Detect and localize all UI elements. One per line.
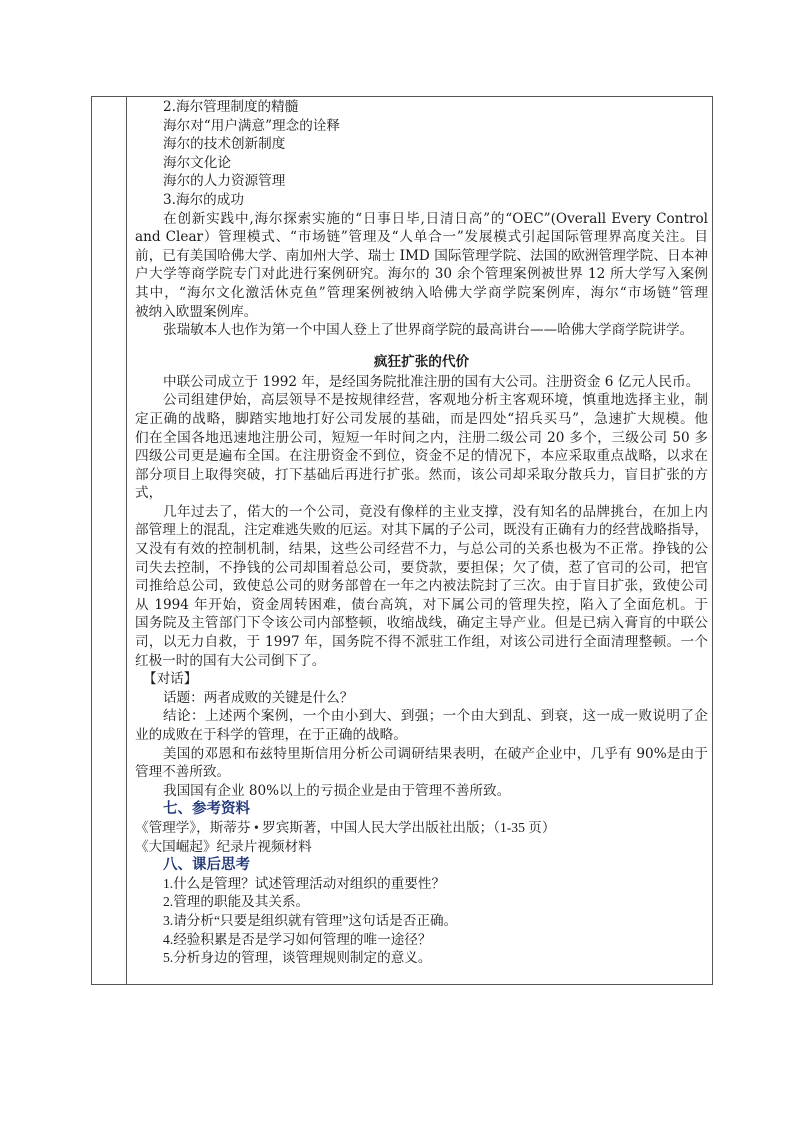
dialogue-label: 【对话】 — [143, 671, 198, 688]
text-line: 美国的邓恩和布兹特里斯信用分析公司调研结果表明，在破产企业中，几乎有 90%是由于 — [163, 745, 708, 762]
lesson-table — [91, 96, 713, 985]
text-line: 其中，“海尔文化激活休克鱼”管理案例被纳入哈佛大学商学院案例库，海尔“市场链”管理 — [135, 284, 708, 301]
homework-item: 5.分析身边的管理，谈管理规则制定的意义。 — [163, 950, 432, 966]
text-line: 海尔对“用户满意”理念的诠释 — [163, 117, 341, 134]
text-line: 2.海尔管理制度的精髓 — [163, 99, 299, 115]
homework-item: 1.什么是管理？试述管理活动对组织的重要性？ — [163, 875, 446, 891]
text-line: 户大学等商学院专门对此进行案例研究。海尔的 30 余个管理案例被世界 12 所大学写入案例 — [135, 266, 708, 283]
homework-section — [135, 856, 708, 968]
references-section — [135, 800, 708, 856]
text-line: 3.海尔的成功 — [163, 191, 244, 208]
text-line: 司，以无力自救，于 1997 年，国务院不得不派驻工作组，对该公司进行全面清理整顿。一个 — [135, 634, 708, 651]
text-line: 管理不善所致。 — [135, 764, 231, 781]
text-line: 式， — [135, 485, 163, 502]
homework-heading: 八、课后思考 — [163, 857, 250, 874]
text-line: 国务院及主管部门下令该公司内部整顿，收缩战线，确定主导产业。但是已病入膏肓的中联公 — [135, 615, 708, 632]
text-line: 公司组建伊始，高层领导不是按规律经营，客观地分析主客观环境，慎重地选择主业，制 — [163, 392, 708, 409]
text-line: 海尔文化论 — [163, 154, 231, 171]
text-line: 在创新实践中,海尔探索实施的“日事日毕,日清日高”的“OEC”(Overall Every Control — [163, 210, 708, 227]
text-line: 从 1994 年开始，资金周转困难，债台高筑，对下属公司的管理失控，陷入了全面危机。于 — [135, 596, 708, 613]
reference-item: 《管理学》，斯蒂芬 • 罗宾斯著，中国人民大学出版社出版；（1-35 页） — [135, 819, 556, 835]
text-line: 结论：上述两个案例，一个由小到大、到强；一个由大到乱、到衰，这一成一败说明了企 — [163, 708, 708, 725]
lesson-content-cell — [135, 98, 708, 968]
text-line: 我国国有企业 80%以上的亏损企业是由于管理不善所致。 — [163, 782, 511, 799]
text-line: 部分项目上取得突破，打下基础后再进行扩张。然而，该公司却采取分散兵力，盲目扩张的方 — [135, 466, 708, 483]
text-line: 部管理上的混乱，注定难逃失败的厄运。对其下属的子公司，既没有正确有力的经营战略指导， — [135, 522, 708, 539]
text-line: 们在全国各地迅速地注册公司，短短一年时间之内，注册二级公司 20 多个，三级公司 50 多 — [135, 429, 708, 446]
text-line: 张瑞敏本人也作为第一个中国人登上了世界商学院的最高讲台——哈佛大学商学院讲学。 — [163, 322, 694, 339]
homework-item: 3.请分析“只要是组织就有管理”这句话是否正确。 — [163, 912, 458, 928]
text-line: 司失去控制，不挣钱的公司却围着总公司，要贷款，要担保；欠了债，惹了官司的公司，把官 — [135, 559, 708, 576]
text-line: 海尔的人力资源管理 — [163, 173, 286, 190]
text-line: 几年过去了，偌大的一个公司，竟没有像样的主业支撑，没有知名的品牌挑台，在加上内 — [163, 503, 708, 520]
homework-item: 2.管理的职能及其关系。 — [163, 894, 310, 910]
text-line: 前，已有美国哈佛大学、南加州大学、瑞士 IMD 国际管理学院、法国的欧洲管理学院、日本神 — [135, 247, 708, 264]
text-line: 又没有有效的控制机制，结果，这些公司经营不力，与总公司的关系也极为不正常。挣钱的公 — [135, 541, 708, 558]
haier-section — [135, 98, 708, 340]
case-section — [135, 352, 708, 801]
case-title: 疯狂扩张的代价 — [373, 353, 470, 370]
reference-item: 《大国崛起》纪录片视频材料 — [135, 838, 312, 854]
text-line: 司推给总公司，致使总公司的财务部曾在一年之内被法院封了三次。由于盲目扩张，致使公司 — [135, 578, 708, 595]
homework-item: 4.经验积累是否是学习如何管理的唯一途径？ — [163, 931, 432, 947]
text-line: 四级公司更是遍布全国。在注册资金不到位，资金不足的情况下，本应采取重点战略，以求在 — [135, 448, 708, 465]
text-line: 定正确的战略，脚踏实地地打好公司发展的基础，而是四处“招兵买马”，急速扩大规模。他 — [135, 410, 708, 427]
references-heading: 七、参考资料 — [163, 801, 250, 818]
text-line: 红极一时的国有大公司倒下了。 — [135, 652, 326, 669]
column-divider — [126, 97, 127, 984]
text-line: 话题：两者成败的关键是什么？ — [163, 689, 354, 706]
text-line: and Clear）管理模式、“市场链”管理及“人单合一”发展模式引起国际管理界高度关注。目 — [135, 229, 708, 246]
text-line: 被纳入欧盟案例库。 — [135, 303, 258, 320]
text-line: 海尔的技术创新制度 — [163, 136, 286, 153]
text-line: 业的成败在于科学的管理，在于正确的战略。 — [135, 727, 407, 743]
text-line: 中联公司成立于 1992 年，是经国务院批准注册的国有大公司。注册资金 6 亿元人民币。 — [163, 373, 700, 390]
